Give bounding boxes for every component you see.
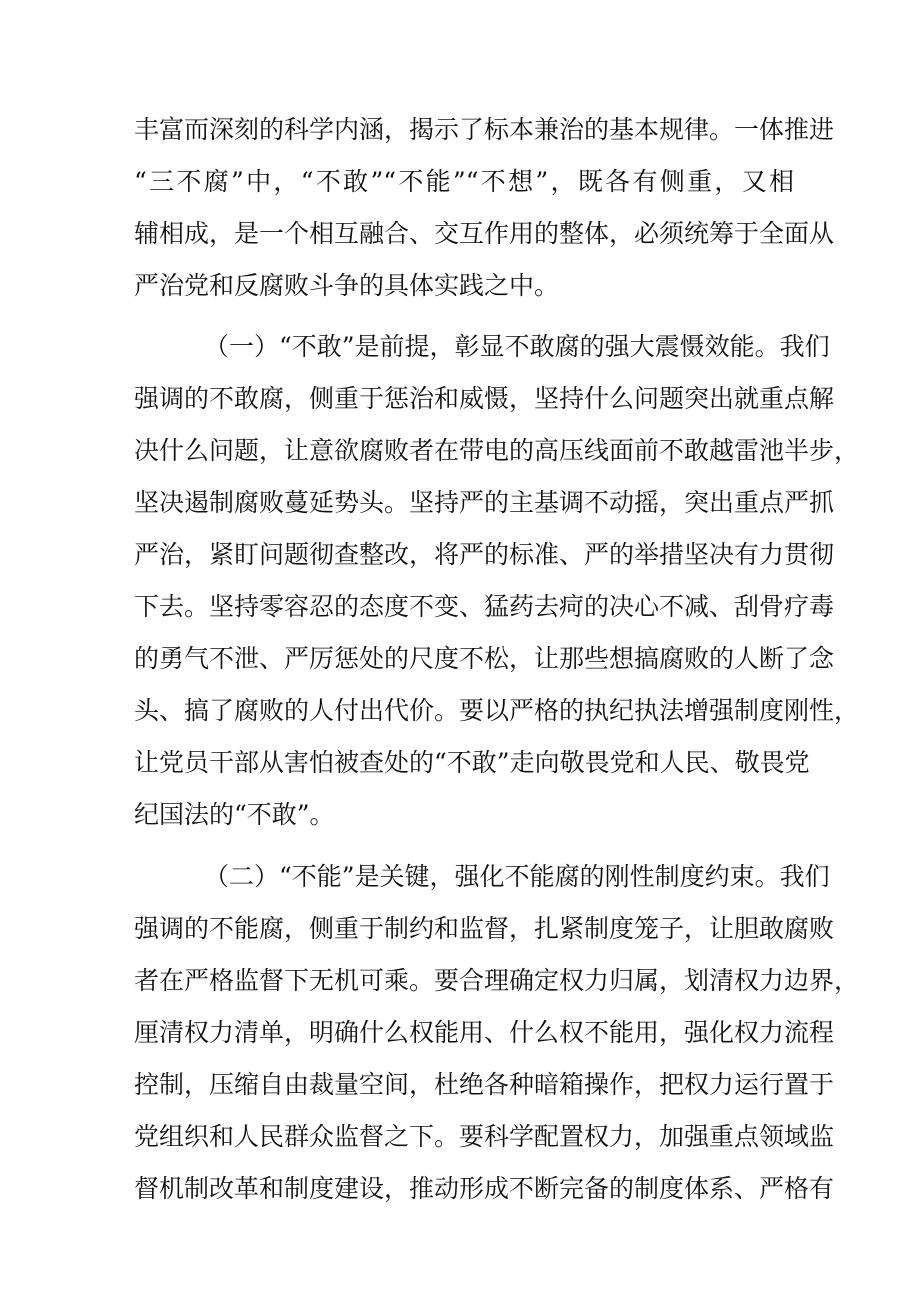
text-line: 辅相成，是一个相互融合、交互作用的整体，必须统筹于全面从 bbox=[134, 219, 835, 248]
text-line: 丰富而深刻的科学内涵，揭示了标本兼治的基本规律。一体推进 bbox=[134, 115, 835, 144]
text-line: 者在严格监督下无机可乘。要合理确定权力归属，划清权力边界， bbox=[134, 966, 860, 995]
text-line: 厘清权力清单，明确什么权能用、什么权不能用，强化权力流程 bbox=[134, 1018, 835, 1047]
text-line: 让党员干部从害怕被查处的“不敢”走向敬畏党和人民、敬畏党 bbox=[134, 748, 810, 777]
text-line: “三不腐”中，“不敢”“不能”“不想”，既各有侧重，又相 bbox=[134, 167, 794, 196]
text-line: 纪国法的“不敢”。 bbox=[134, 800, 335, 829]
text-line: 强调的不敢腐，侧重于惩治和威慑，坚持什么问题突出就重点解 bbox=[134, 384, 835, 413]
text-line: 下去。坚持零容忍的态度不变、猛药去疴的决心不减、刮骨疗毒 bbox=[134, 592, 835, 621]
paragraph-heading-line: （一）“不敢”是前提，彰显不敢腐的强大震慑效能。我们 bbox=[204, 332, 830, 361]
text-line: 决什么问题，让意欲腐败者在带电的高压线面前不敢越雷池半步， bbox=[134, 436, 860, 465]
text-line: 强调的不能腐，侧重于制约和监督，扎紧制度笼子，让胆敢腐败 bbox=[134, 914, 835, 943]
text-line: 党组织和人民群众监督之下。要科学配置权力，加强重点领域监 bbox=[134, 1122, 835, 1151]
paragraph-heading-line: （二）“不能”是关键，强化不能腐的刚性制度约束。我们 bbox=[204, 862, 830, 891]
text-line: 严治党和反腐败斗争的具体实践之中。 bbox=[134, 271, 560, 300]
text-line: 严治，紧盯问题彻查整改，将严的标准、严的举措坚决有力贯彻 bbox=[134, 540, 835, 569]
text-line: 头、搞了腐败的人付出代价。要以严格的执纪执法增强制度刚性， bbox=[134, 696, 860, 725]
text-line: 控制，压缩自由裁量空间，杜绝各种暗箱操作，把权力运行置于 bbox=[134, 1070, 835, 1099]
text-line: 坚决遏制腐败蔓延势头。坚持严的主基调不动摇，突出重点严抓 bbox=[134, 488, 835, 517]
text-line: 的勇气不泄、严厉惩处的尺度不松，让那些想搞腐败的人断了念 bbox=[134, 644, 835, 673]
text-line: 督机制改革和制度建设，推动形成不断完备的制度体系、严格有 bbox=[134, 1174, 835, 1203]
